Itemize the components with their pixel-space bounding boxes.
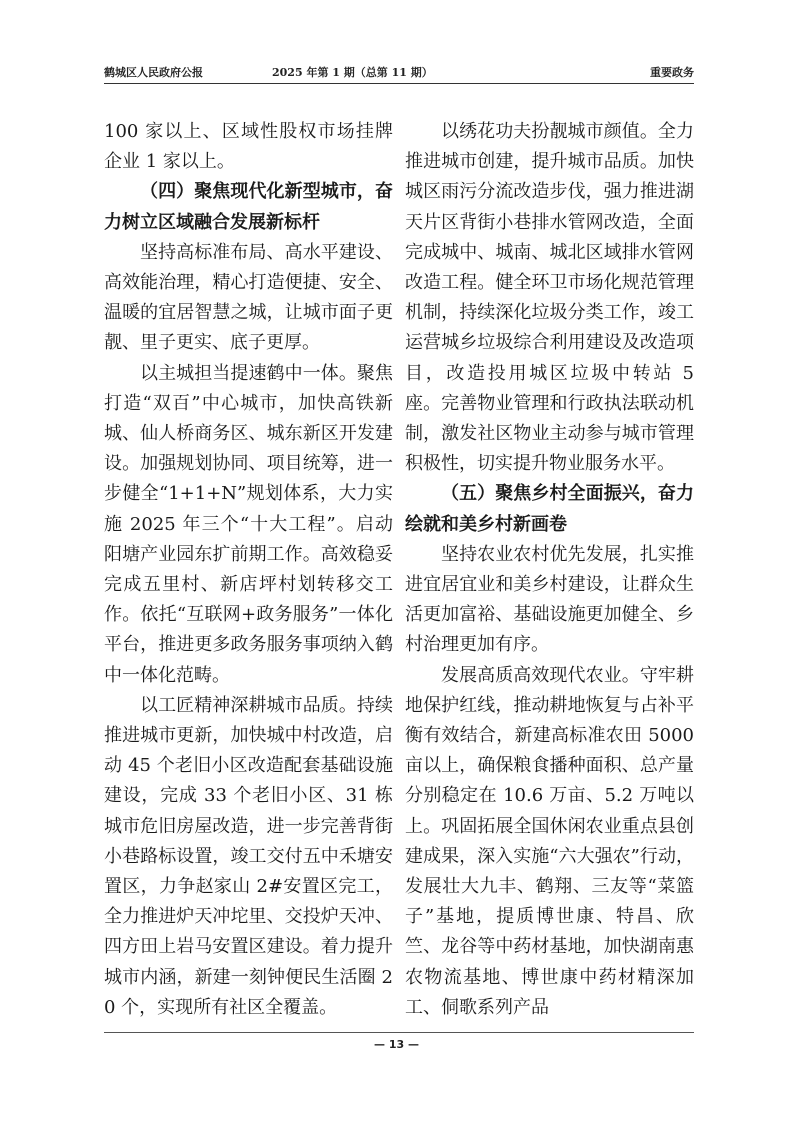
section-heading-5: （五）聚焦乡村全面振兴，奋力绘就和美乡村新画卷 [405,483,694,535]
footer-divider [104,1032,694,1033]
section-heading-4: （四）聚焦现代化新型城市，奋力树立区域融合发展新标杆 [104,181,393,233]
paragraph: 坚持高标准布局、高水平建设、高效能治理，精心打造便捷、安全、温暖的宜居智慧之城，让城市面子更靓、里子更实、底子更厚。 [104,241,393,354]
page-number: — 13 — [374,1038,419,1051]
paragraph: 以工匠精神深耕城市品质。持续推进城市更新，加快城中村改造，启动 45 个老旧小区改造配套基础设施建设，完成 33 个老旧小区、31 栋城市危旧房屋改造，进一步完善背街小巷路标设置，竣工交付五中禾塘安置区，力争赵家山 2#安置区完工，全力推进炉天冲坨里、交投炉天冲、四方田上岩马安置区建设。着力提升城市内涵，新建一刻钟便民生活圈 20 个，实现所有社区全覆盖。 [104,694,393,1018]
issue-info: 2025 年第 1 期（总第 11 期） [272,66,433,79]
left-column [104,117,393,1023]
paragraph: 以绣花功夫扮靓城市颜值。全力推进城市创建，提升城市品质。加快城区雨污分流改造步伐，强力推进湖天片区背街小巷排水管网改造，全面完成城中、城南、城北区域排水管网改造工程。健全环卫市场化规范管理机制，持续深化垃圾分类工作，竣工运营城乡垃圾综合利用建设及改造项目，改造投用城区垃圾中转站 5 座。完善物业管理和行政执法联动机制，激发社区物业主动参与城市管理积极性，切实提升物业服务水平。 [405,121,694,475]
page-header [104,62,694,82]
paragraph: 发展高质高效现代农业。守牢耕地保护红线，推动耕地恢复与占补平衡有效结合，新建高标准农田 5000 亩以上，确保粮食播种面积、总产量分别稳定在 10.6 万亩、5.2 万吨以上。巩固拓展全国休闲农业重点县创建成果，深入实施“六大强农”行动，发展壮大九丰、鹤翔、三友等“菜篮子”基地，提质博世康、特昌、欣竺、龙谷等中药材基地，加快湖南惠农物流基地、博世康中药材精深加工、侗歌系列产品 [405,664,694,1018]
paragraph: 坚持农业农村优先发展，扎实推进宜居宜业和美乡村建设，让群众生活更加富裕、基础设施更加健全、乡村治理更加有序。 [405,543,694,656]
right-column [405,117,694,1023]
section-name: 重要政务 [650,66,694,79]
header-divider [104,83,694,84]
paragraph-continued: 100 家以上、区域性股权市场挂牌企业 1 家以上。 [104,121,393,173]
publication-title: 鹤城区人民政府公报 [104,66,203,79]
paragraph: 以主城担当提速鹤中一体。聚焦打造“双百”中心城市，加快高铁新城、仙人桥商务区、城东新区开发建设。加强规划协同、项目统筹，进一步健全“1+1+N”规划体系，大力实施 2025 年三个“十大工程”。启动阳塘产业园东扩前期工作。高效稳妥完成五里村、新店坪村划转移交工作。依托“互联网+政务服务”一体化平台，推进更多政务服务事项纳入鹤中一体化范畴。 [104,362,393,686]
